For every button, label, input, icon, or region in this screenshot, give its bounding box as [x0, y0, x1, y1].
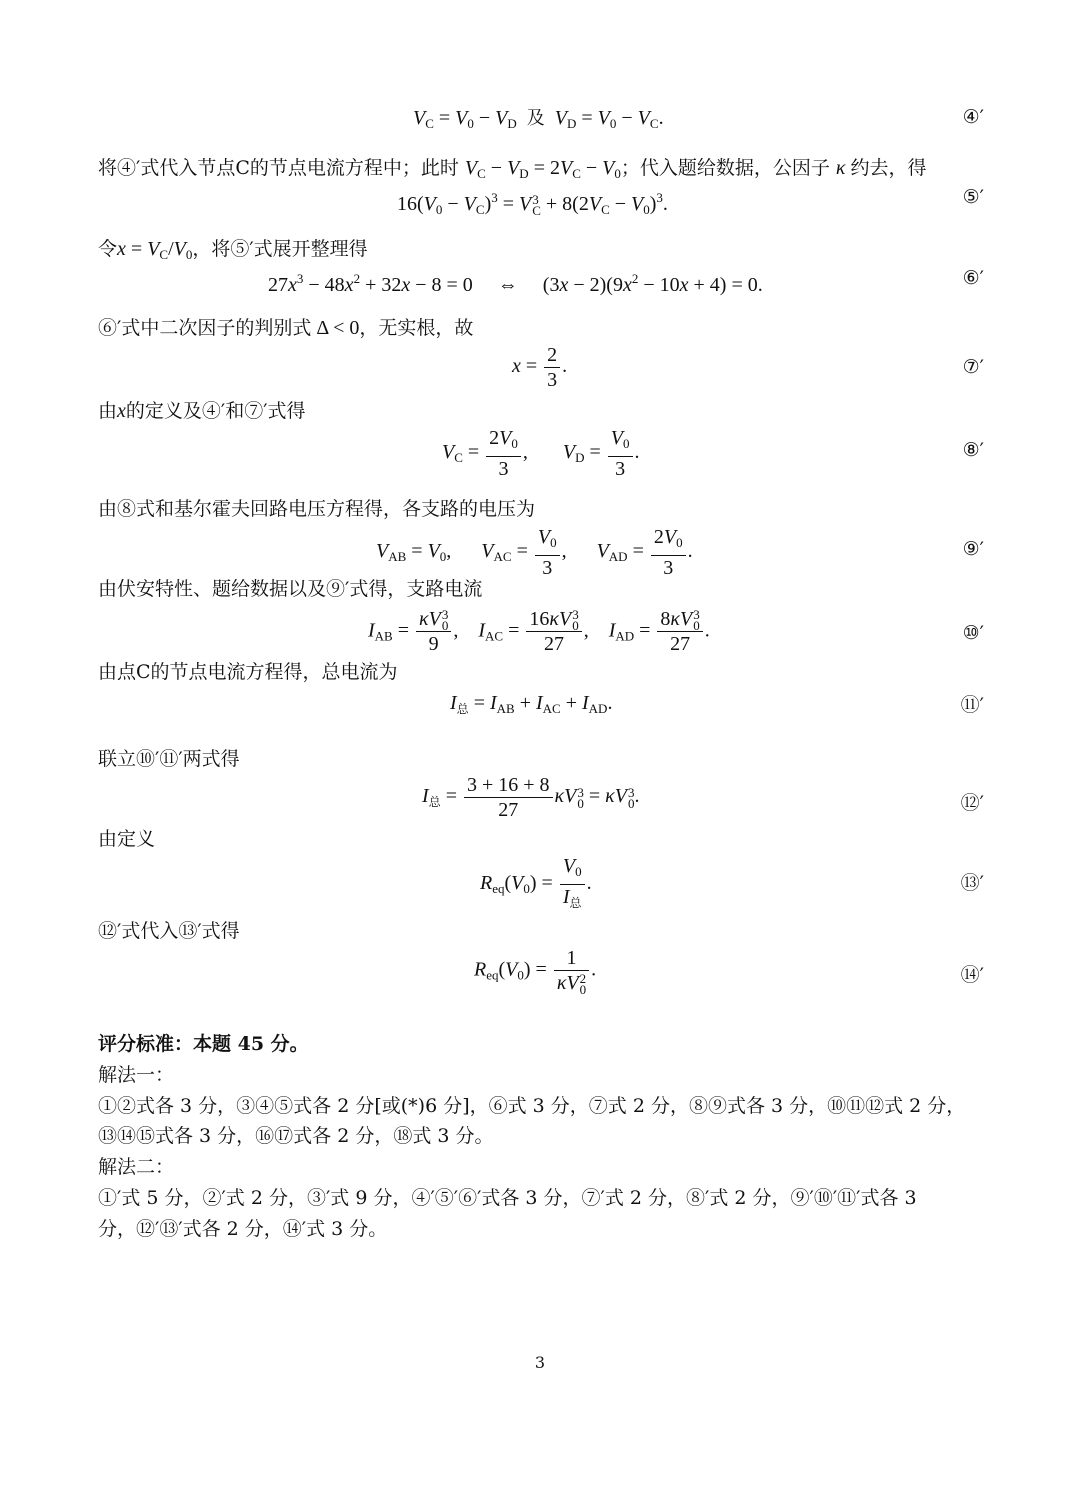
- tag-7prime: ⑦′: [962, 356, 984, 378]
- paragraph-total-current: 由点C的节点电流方程得，总电流为: [98, 661, 398, 683]
- tag-4prime: ④′: [962, 106, 984, 128]
- method-one-line-1: ①②式各 3 分，③④⑤式各 2 分[或(*)6 分]，⑥式 3 分，⑦式 2 分，⑧⑨式各 3 分，⑩⑪⑫式 2 分，: [98, 1095, 966, 1117]
- paragraph-discriminant: ⑥′式中二次因子的判别式 Δ < 0，无实根，故: [98, 317, 474, 339]
- equation-8prime: $V_C$ = $\frac{2V_0}{3}$ , $V_D$ = $\frac{V_0}{3}$ .: [442, 427, 640, 480]
- tag-13prime: ⑬′: [960, 872, 984, 894]
- method-two-line-2: 分，⑫′⑬′式各 2 分，⑭′式 3 分。: [98, 1218, 388, 1240]
- equation-9prime: $V_{AB} = V_0$, $V_{AC}$ = $\frac{V_0}{3}$ , $V_{AD}$ = $\frac{2V_0}{3}$ .: [376, 526, 693, 579]
- equation-12prime: $I_总$ = $\frac{3 + 16 + 8}{27}$ κV 3 0 = κV 3 0 .: [422, 774, 640, 821]
- equation-11prime: $I_总 = I_{AB} + I_{AC} + I_{AD}$.: [450, 692, 613, 716]
- tag-10prime: ⑩′: [962, 622, 984, 644]
- subscript-total: 总: [456, 702, 469, 716]
- equation-10prime: $I_{AB}$ = κV 3 0 9 , $I_{AC}$ = 16κV 3 0 27 , $I_{AD}$ = 8κV 3 0 27 .: [368, 607, 710, 656]
- text-segment: 令: [98, 238, 118, 260]
- tag-9prime: ⑨′: [962, 538, 984, 560]
- text-segment: ⑥′式中二次因子的判别式: [98, 317, 312, 339]
- method-two-label: 解法二：: [98, 1156, 175, 1178]
- equation-13prime: $R_{eq}(V_0)$ = $\frac{V_0}{I_总}$ .: [480, 855, 592, 910]
- page-number: 3: [534, 1353, 546, 1372]
- tag-12prime: ⑫′: [960, 792, 984, 814]
- paragraph-substitute-12-13: ⑫′式代入⑬′式得: [98, 920, 240, 942]
- text-segment: 约去，得: [850, 157, 927, 179]
- subscript-total: 总: [569, 896, 582, 910]
- conjunction-text: 及: [526, 108, 545, 129]
- tag-11prime: ⑪′: [960, 694, 984, 716]
- equation-5prime: $16(V_0 - V_C)^3 = V$ 3 C + $8(2V_C - V_0)^3$.: [397, 190, 668, 219]
- paragraph-kirchhoff: 由⑧式和基尔霍夫回路电压方程得，各支路的电压为: [98, 498, 536, 520]
- equation-4prime: $V_C = V_0 - V_D$ 及 $V_D = V_0 - V_C$.: [413, 107, 664, 131]
- paragraph-by-definition-x: 由x的定义及④′和⑦′式得: [98, 400, 306, 422]
- equation-7prime: x = $\frac{2}{3}$ .: [512, 344, 568, 391]
- text-segment: 由: [98, 400, 118, 422]
- scoring-title: 评分标准：本题 45 分。: [98, 1033, 309, 1055]
- equation-14prime: $R_{eq}(V_0)$ = 1 κV 2 0 .: [474, 947, 597, 998]
- method-two-line-1: ①′式 5 分，②′式 2 分，③′式 9 分，④′⑤′⑥′式各 3 分，⑦′式 2 分，⑧′式 2 分，⑨′⑩′⑪′式各 3: [98, 1187, 917, 1209]
- paragraph-substitute: 将④′式代入节点C的节点电流方程中；此时 $V_C - V_D = 2V_C - V_0$；代入题给数据，公因子 κ 约去，得: [98, 157, 927, 181]
- subscript-total: 总: [428, 795, 441, 810]
- equation-6prime: $27x^3 - 48x^2 + 32x - 8 = 0$ ⇔ $(3x - 2)(9x^2 - 10x + 4) = 0$.: [268, 271, 763, 296]
- text-segment: 将④′式代入节点C的节点电流方程中；此时: [98, 157, 459, 179]
- method-one-label: 解法一：: [98, 1064, 175, 1086]
- method-one-line-2: ⑬⑭⑮式各 3 分，⑯⑰式各 2 分，⑱式 3 分。: [98, 1125, 494, 1147]
- tag-8prime: ⑧′: [962, 439, 984, 461]
- paragraph-let-x: 令$x = V_C/V_0$，将⑤′式展开整理得: [98, 238, 368, 262]
- tag-6prime: ⑥′: [962, 267, 984, 289]
- paragraph-branch-current: 由伏安特性、题给数据以及⑨′式得，支路电流: [98, 578, 483, 600]
- text-segment: ，无实根，故: [359, 317, 474, 339]
- paragraph-combine: 联立⑩′⑪′两式得: [98, 748, 240, 770]
- tag-5prime: ⑤′: [962, 186, 984, 208]
- text-segment: ，将⑤′式展开整理得: [192, 238, 368, 260]
- text-segment: ；代入题给数据，公因子: [620, 157, 830, 179]
- paragraph-by-definition: 由定义: [98, 828, 156, 850]
- text-segment: 的定义及④′和⑦′式得: [125, 400, 306, 422]
- tag-14prime: ⑭′: [960, 964, 984, 986]
